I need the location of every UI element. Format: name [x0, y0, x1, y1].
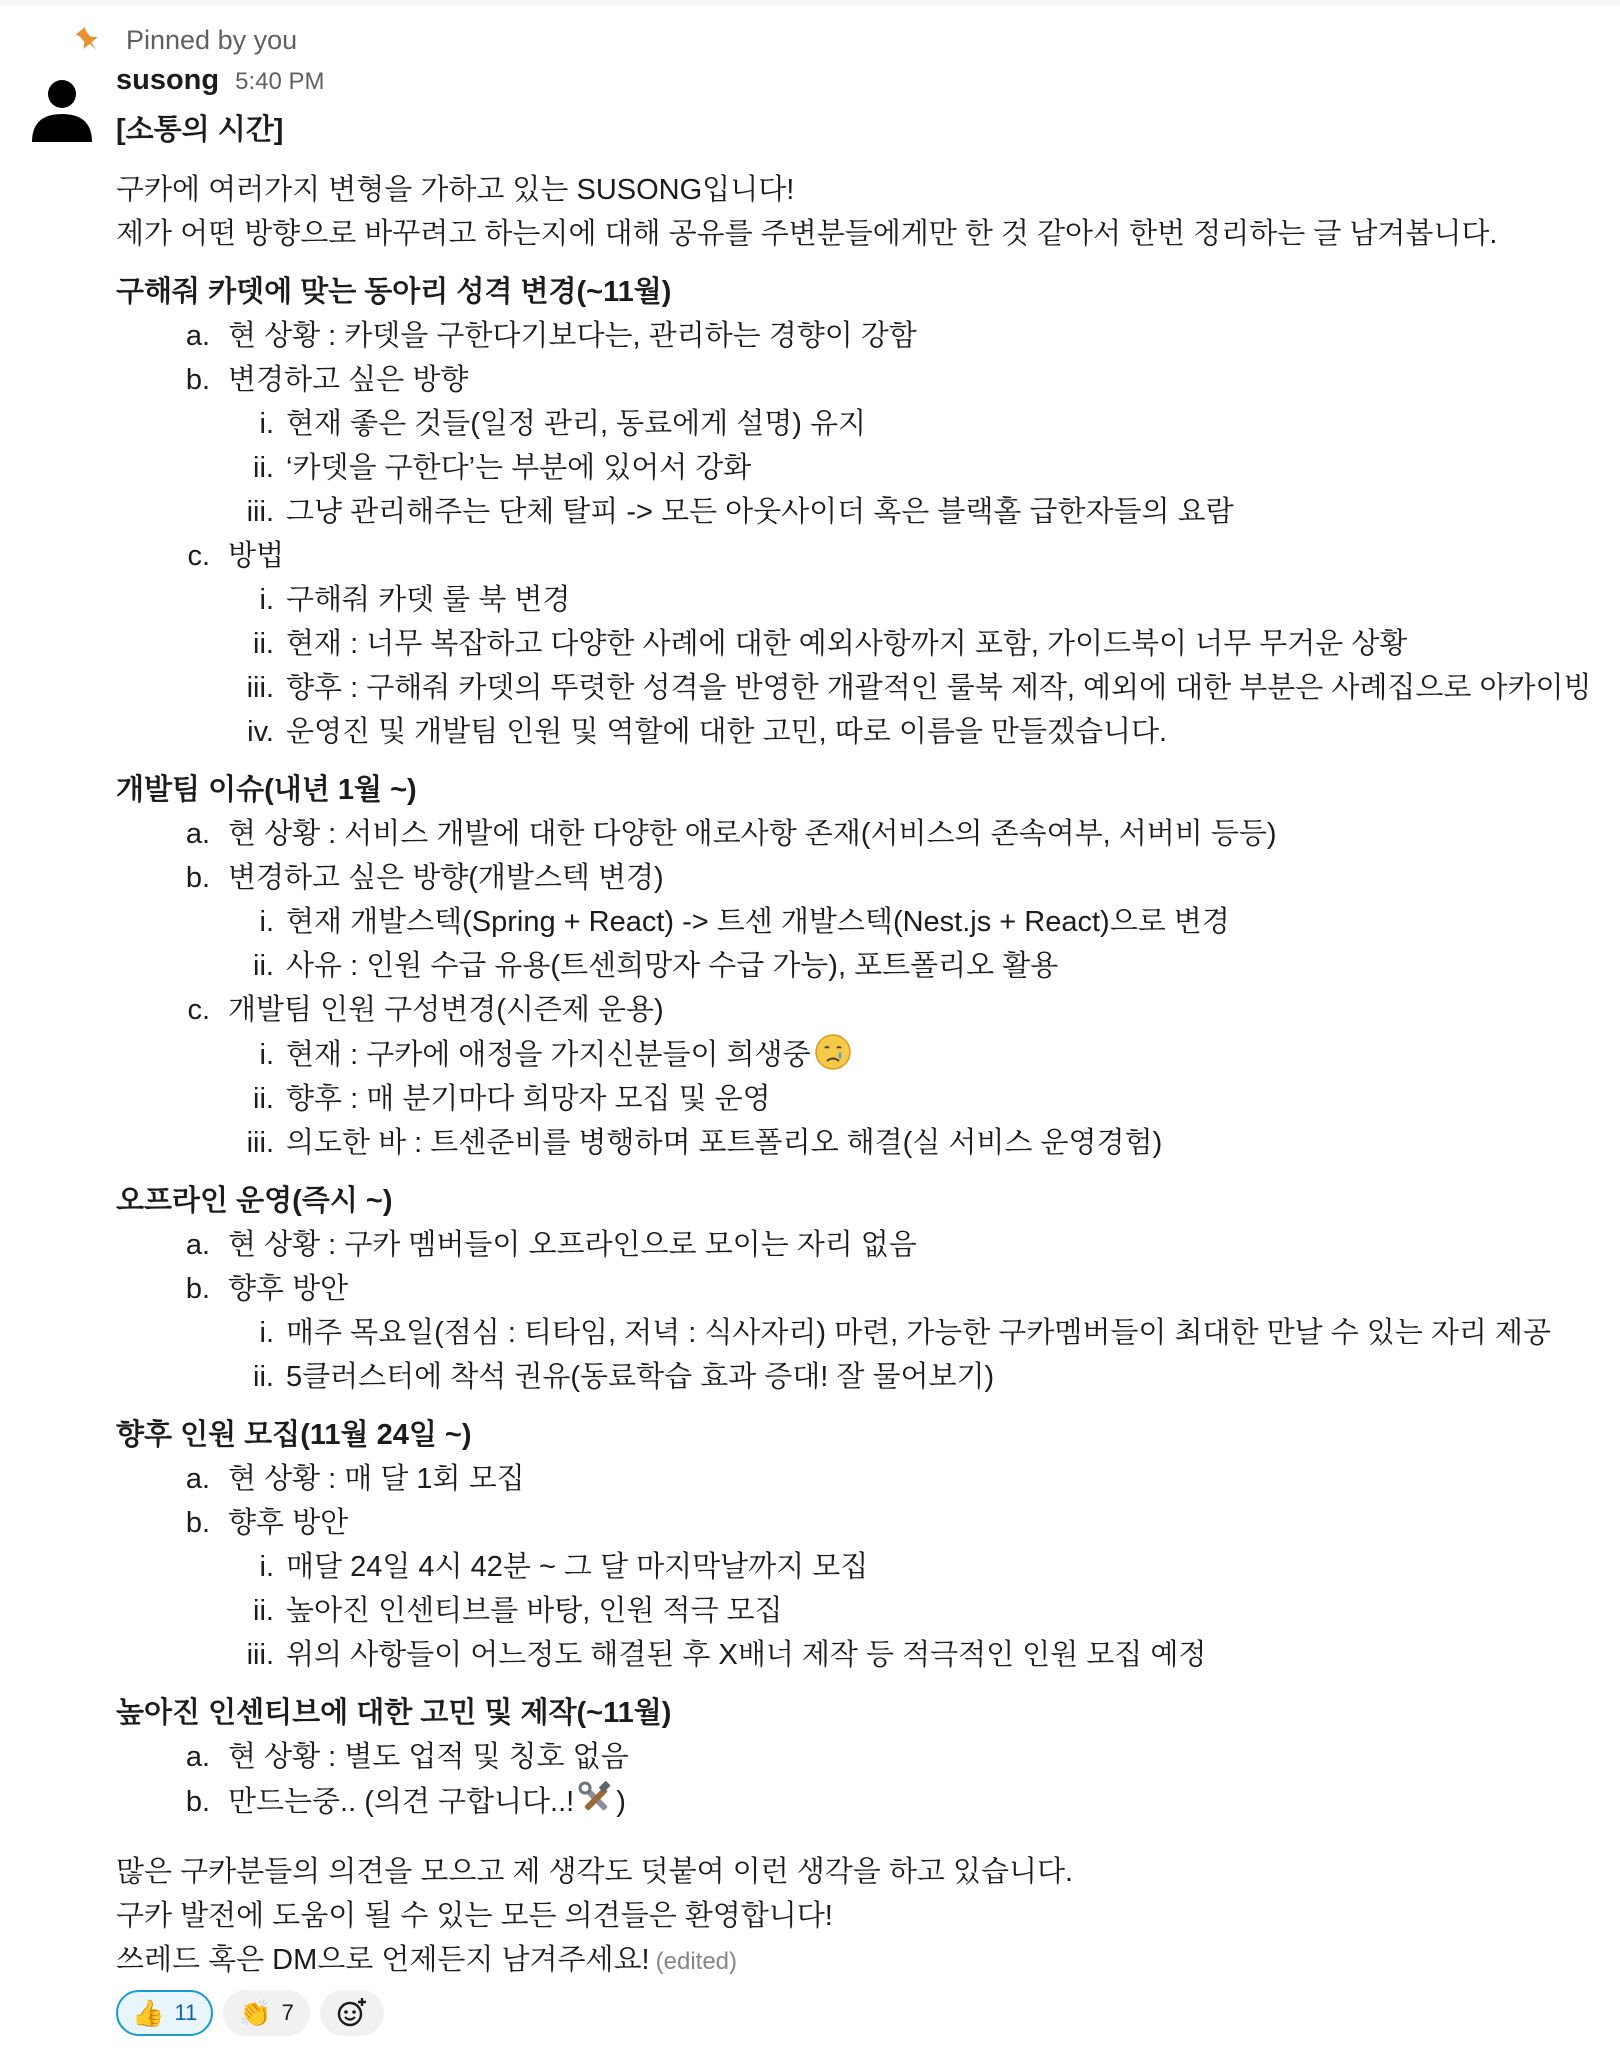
author-name[interactable]: susong: [116, 64, 220, 96]
intro-line: 제가 어떤 방향으로 바꾸려고 하는지에 대해 공유를 주변분들에게만 한 것 같아서 한번 정리하는 글 남겨봅니다.: [116, 218, 1498, 250]
outro-line: [116, 1894, 1596, 1938]
section-heading: 구해줘 카뎃에 맞는 동아리 성격 변경(~11월): [116, 276, 672, 308]
spacer: [116, 1399, 1596, 1413]
list-item-suffix: ): [616, 1786, 626, 1818]
sub-list-marker: i.: [259, 408, 274, 440]
sub-list-marker: i.: [259, 906, 274, 938]
sub-list-marker: iii.: [246, 672, 274, 704]
list-item-label: 현 상황 : 서비스 개발에 대한 다양한 애로사항 존재(서비스의 존속여부, 서버비 등등): [228, 818, 1277, 850]
list-item: [116, 1267, 1596, 1311]
sub-list-item: [116, 1032, 1596, 1077]
sub-list-marker: iv.: [247, 716, 274, 748]
list-marker: c.: [187, 994, 210, 1026]
spacer: [116, 1677, 1596, 1691]
sub-list-item: [116, 666, 1596, 710]
list-item: [116, 988, 1596, 1032]
sub-list-item-label: 위의 사항들이 어느정도 해결된 후 X배너 제작 등 적극적인 인원 모집 예정: [286, 1639, 1207, 1671]
sub-list-item: [116, 402, 1596, 446]
user-avatar-icon[interactable]: [26, 70, 98, 142]
reaction-button[interactable]: [116, 1990, 213, 2036]
sub-list-marker: i.: [259, 584, 274, 616]
list-item-label: 변경하고 싶은 방향(개발스텍 변경): [228, 862, 664, 894]
sub-list-marker: i.: [259, 1551, 274, 1583]
message-title: [소통의 시간]: [116, 114, 284, 146]
intro-block: [116, 168, 1596, 256]
sub-list-item-text: [286, 1121, 1162, 1165]
sub-list-item: [116, 1589, 1596, 1633]
list-item-text: [228, 1501, 348, 1545]
sub-list-item-text: [286, 1545, 868, 1589]
list-item-text: [228, 988, 664, 1032]
add-reaction-button[interactable]: [320, 1990, 384, 2036]
sub-list-item-text: [286, 1032, 853, 1077]
list-item-label: 현 상황 : 구카 멤버들이 오프라인으로 모이는 자리 없음: [228, 1229, 917, 1261]
list-item-text: [228, 1735, 629, 1779]
list-item: [116, 1779, 1596, 1824]
sub-list-item-label: 현재 : 구카에 애정을 가지신분들이 희생중: [286, 1039, 811, 1071]
list-item-text: [228, 534, 284, 578]
list-item-text: [228, 1223, 917, 1267]
reactions-bar: [116, 1990, 384, 2036]
sub-list-item-label: 사유 : 인원 수급 유용(트센희망자 수급 가능), 포트폴리오 활용: [286, 950, 1059, 982]
list-marker: a.: [185, 818, 210, 850]
sub-list-item-label: 향후 : 구해줘 카뎃의 뚜렷한 성격을 반영한 개괄적인 룰북 제작, 예외에 대한 부분은 사례집으로 아카이빙: [286, 672, 1592, 704]
sub-list-item-text: [286, 1077, 771, 1121]
sub-list-item-label: 현재 개발스텍(Spring + React) -> 트센 개발스텍(Nest.js + React)으로 변경: [286, 906, 1230, 938]
sub-list-marker: iii.: [246, 496, 274, 528]
list-marker: a.: [185, 1463, 210, 1495]
sub-list-item: [116, 622, 1596, 666]
sub-list-marker: iii.: [246, 1639, 274, 1671]
sub-list-marker: i.: [259, 1039, 274, 1071]
outro-line: [116, 1938, 1596, 1984]
reaction-count: 11: [174, 2000, 198, 2025]
list-item-text: [228, 1457, 525, 1501]
sub-list-item-label: 그냥 관리해주는 단체 탈피 -> 모든 아웃사이더 혹은 블랙홀 급한자들의 요람: [286, 496, 1234, 528]
sub-list-item: [116, 900, 1596, 944]
sub-list-marker: ii.: [253, 628, 274, 660]
sub-list-marker: ii.: [253, 950, 274, 982]
list-item-label: 현 상황 : 별도 업적 및 칭호 없음: [228, 1741, 629, 1773]
sub-list-item-label: 현재 : 너무 복잡하고 다양한 사례에 대한 예외사항까지 포함, 가이드북이 너무 무거운 상황: [286, 628, 1408, 660]
sub-list-marker: ii.: [253, 1361, 274, 1393]
sub-list-item-text: [286, 578, 570, 622]
sub-list-item-label: ‘카뎃을 구한다’는 부분에 있어서 강화: [286, 452, 752, 484]
list-item-label: 향후 방안: [228, 1273, 349, 1305]
sub-list-item-text: [286, 402, 866, 446]
sub-list-item-label: 매달 24일 4시 42분 ~ 그 달 마지막날까지 모집: [286, 1551, 869, 1583]
outro-text: 쓰레드 혹은 DM으로 언제든지 남겨주세요!: [116, 1944, 650, 1976]
section-heading: 오프라인 운영(즉시 ~): [116, 1185, 393, 1217]
list-item: [116, 1223, 1596, 1267]
sub-list-item-label: 5클러스터에 착석 권유(동료학습 효과 증대! 잘 물어보기): [286, 1361, 995, 1393]
list-item: [116, 1501, 1596, 1545]
list-item-label: 향후 방안: [228, 1507, 349, 1539]
outro-line: [116, 1850, 1596, 1894]
list-marker: b.: [185, 862, 210, 894]
sub-list-item: [116, 1121, 1596, 1165]
sub-list-item-text: [286, 710, 1167, 754]
sub-list-item-label: 의도한 바 : 트센준비를 병행하며 포트폴리오 해결(실 서비스 운영경험): [286, 1127, 1163, 1159]
reaction-button[interactable]: [223, 1990, 310, 2036]
sub-list-marker: ii.: [253, 1595, 274, 1627]
section-heading: 개발팀 이슈(내년 1월 ~): [116, 774, 417, 806]
list-item-label: 현 상황 : 카뎃을 구한다기보다는, 관리하는 경향이 강함: [228, 320, 917, 352]
sub-list-marker: iii.: [246, 1127, 274, 1159]
list-item-label: 현 상황 : 매 달 1회 모집: [228, 1463, 525, 1495]
sub-list-item: [116, 710, 1596, 754]
sub-list-item-text: [286, 1633, 1206, 1677]
list-item-label: 개발팀 인원 구성변경(시즌제 운용): [228, 994, 664, 1026]
sub-list-item-label: 구해줘 카뎃 룰 북 변경: [286, 584, 571, 616]
list-marker: b.: [185, 1507, 210, 1539]
list-item-text: [228, 358, 468, 402]
sub-list-item: [116, 944, 1596, 988]
list-marker: b.: [185, 1273, 210, 1305]
list-item-label: 방법: [228, 540, 285, 572]
list-item: [116, 358, 1596, 402]
list-item: [116, 534, 1596, 578]
sub-list-item: [116, 1633, 1596, 1677]
hammer-and-wrench-emoji: [576, 1779, 616, 1819]
sub-list-item-label: 높아진 인센티브를 바탕, 인원 적극 모집: [286, 1595, 783, 1627]
sub-list-item: [116, 1077, 1596, 1121]
pin-icon: [72, 24, 104, 56]
sub-list-item: [116, 1355, 1596, 1399]
sub-list-item: [116, 1311, 1596, 1355]
sub-list-marker: ii.: [253, 1083, 274, 1115]
crying-face-emoji: [813, 1032, 853, 1072]
sub-list-item: [116, 578, 1596, 622]
message-body: [116, 64, 1596, 1984]
sub-list-item-text: [286, 446, 751, 490]
sub-list-item-text: [286, 944, 1058, 988]
spacer: [116, 1165, 1596, 1179]
sub-list-item-text: [286, 1589, 783, 1633]
list-item: [116, 1457, 1596, 1501]
pinned-banner: [72, 16, 297, 64]
list-item-label: 만드는중.. (의견 구합니다..!: [228, 1786, 575, 1818]
add-reaction-icon: [335, 1996, 369, 2030]
list-marker: b.: [185, 1786, 210, 1818]
outro-block: [116, 1850, 1596, 1984]
pinned-label: Pinned by you: [126, 24, 298, 55]
sub-list-item-text: [286, 1311, 1551, 1355]
sub-list-marker: ii.: [253, 452, 274, 484]
section-heading: 높아진 인센티브에 대한 고민 및 제작(~11월): [116, 1697, 672, 1729]
sub-list-item: [116, 446, 1596, 490]
list-item: [116, 856, 1596, 900]
list-item-text: [228, 812, 1277, 856]
message-card: [0, 6, 1620, 2066]
sub-list-item: [116, 490, 1596, 534]
section-heading: 향후 인원 모집(11월 24일 ~): [116, 1419, 472, 1451]
spacer: [116, 256, 1596, 270]
sub-list-item-text: [286, 622, 1407, 666]
sub-list-item-text: [286, 490, 1234, 534]
thumbs-up-emoji: 👍: [132, 1998, 165, 2028]
list-item: [116, 314, 1596, 358]
list-item-text: [228, 856, 664, 900]
list-marker: b.: [185, 364, 210, 396]
list-item-text: [228, 1779, 626, 1824]
sub-list-marker: i.: [259, 1317, 274, 1349]
list-item-text: [228, 314, 917, 358]
sub-list-item-text: [286, 1355, 994, 1399]
list-marker: a.: [185, 320, 210, 352]
message-header: [116, 64, 1596, 108]
list-item-text: [228, 1267, 348, 1311]
list-marker: a.: [185, 1741, 210, 1773]
clapping-hands-emoji: 👏: [239, 1998, 272, 2028]
sub-list-item: [116, 1545, 1596, 1589]
sub-list-item-text: [286, 900, 1230, 944]
sub-list-item-text: [286, 666, 1592, 710]
list-marker: a.: [185, 1229, 210, 1261]
outro-text: 많은 구카분들의 의견을 모으고 제 생각도 덧붙여 이런 생각을 하고 있습니다.: [116, 1856, 1074, 1888]
sub-list-item-label: 매주 목요일(점심 : 티타임, 저녁 : 식사자리) 마련, 가능한 구카멤버들이 최대한 만날 수 있는 자리 제공: [286, 1317, 1551, 1349]
sub-list-item-label: 향후 : 매 분기마다 희망자 모집 및 운영: [286, 1083, 771, 1115]
sub-list-item-label: 현재 좋은 것들(일정 관리, 동료에게 설명) 유지: [286, 408, 866, 440]
intro-line: 구카에 여러가지 변형을 가하고 있는 SUSONG입니다!: [116, 174, 795, 206]
list-marker: c.: [187, 540, 210, 572]
message-timestamp[interactable]: 5:40 PM: [235, 68, 325, 95]
edited-label: (edited): [655, 1948, 737, 1975]
outro-text: 구카 발전에 도움이 될 수 있는 모든 의견들은 환영합니다!: [116, 1900, 833, 1932]
list-item: [116, 1735, 1596, 1779]
spacer: [116, 754, 1596, 768]
list-item-label: 변경하고 싶은 방향: [228, 364, 469, 396]
reaction-count: 7: [281, 2000, 294, 2025]
sub-list-item-label: 운영진 및 개발팀 인원 및 역할에 대한 고민, 따로 이름을 만들겠습니다.: [286, 716, 1168, 748]
sections-block: [116, 256, 1596, 1824]
list-item: [116, 812, 1596, 856]
